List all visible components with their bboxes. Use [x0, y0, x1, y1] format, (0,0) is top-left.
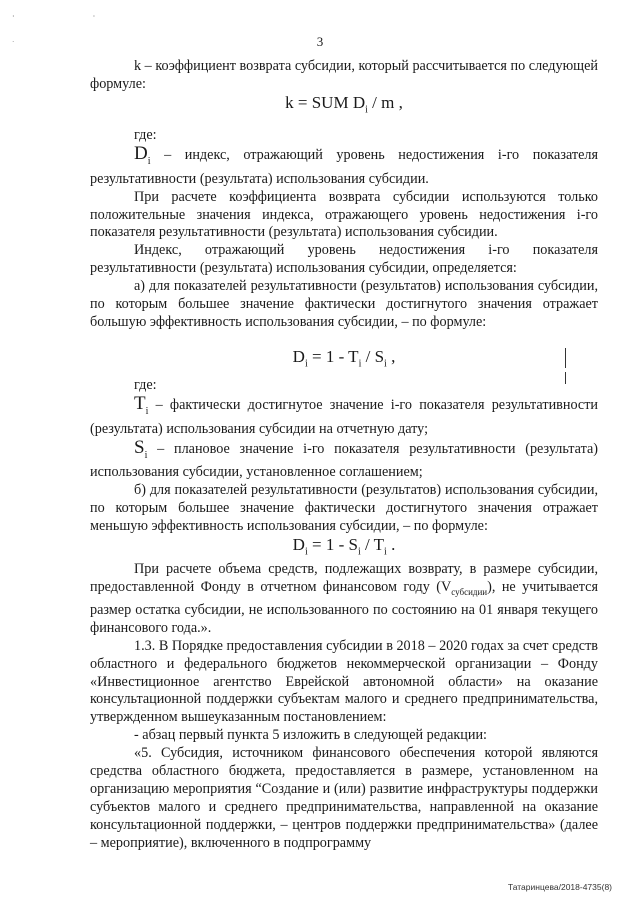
- scan-line-mark: [565, 348, 566, 368]
- volume-subscript: субсидии: [451, 587, 488, 598]
- volume-text-after: ), не учитывается размер остатка субсидии, не использованного по состоянию на 01 января текущего финансового года.».: [90, 579, 598, 636]
- formula-k-rhs: / m ,: [367, 92, 403, 112]
- f2-part1: D: [292, 346, 305, 366]
- formula-k: [90, 94, 598, 119]
- f3-part3: / T: [360, 535, 385, 555]
- si-definition-text: – плановое значение i-го показателя результативности (результата) использования субсидии, установленное соглашением;: [90, 440, 598, 481]
- symbol-di-sub: i: [147, 155, 151, 167]
- scan-marks: · ·: [12, 12, 110, 21]
- symbol-di: [134, 143, 151, 167]
- paragraph-di-definition: [90, 145, 598, 189]
- ti-definition-text: – фактически достигнутое значение i-го показателя результативности (результата) использования субсидии на отчетную дату;: [90, 397, 598, 437]
- paragraph-case-b: б) для показателей результативности (результатов) использования субсидии, по которым большее значение фактически достигнутого значения отражает меньшую эффективность использования субсидии, – по формуле:: [90, 482, 598, 535]
- symbol-si-sub: i: [144, 449, 148, 461]
- f3-sub1: i: [304, 546, 308, 558]
- paragraph-item-5: «5. Субсидия, источником финансового обеспечения которой являются средства областного бюджета, предоставляется в размере, установленном на организацию мероприятия “Создание и (или) развитие инфраструктуры поддержки субъектов малого и среднего предпринимательства, направленной на оказание консультационной поддержки, – центров поддержки предпринимательства» (далее – мероприятие), включенного в подпрограмму: [90, 745, 598, 851]
- symbol-si-letter: S: [134, 436, 145, 458]
- formula-di-b: [90, 536, 598, 561]
- di-definition-text: – индекс, отражающий уровень недостижения i-го показателя результативности (результата) использования субсидии.: [90, 147, 598, 187]
- paragraph-case-a: а) для показателей результативности (результатов) использования субсидии, по которым большее значение фактически достигнутого значения отражает большую эффективность использования субсидии, – по формуле:: [90, 278, 598, 330]
- symbol-si: [134, 436, 148, 461]
- f3-part2: = 1 - S: [307, 535, 358, 555]
- f2-part4: ,: [386, 346, 396, 366]
- where-label-2: где:: [134, 377, 157, 394]
- paragraph-index-definition: Индекс, отражающий уровень недостижения i-го показателя результативности (результата) использования субсидии, определяется:: [90, 242, 598, 277]
- formula-k-sub: i: [365, 104, 368, 116]
- f3-part1: D: [292, 535, 305, 555]
- page-number: 3: [316, 34, 324, 49]
- volume-text-before: При расчете объема средств, подлежащих возврату, в размере субсидии, предоставленной Фонду в отчетном финансовом году (V: [90, 561, 598, 596]
- scan-mark: ·: [12, 38, 15, 46]
- symbol-ti-sub: i: [145, 405, 149, 417]
- document-body: [90, 58, 598, 853]
- symbol-ti: [134, 393, 149, 417]
- paragraph-k-definition: k – коэффициент возврата субсидии, который рассчитывается по следующей формуле:: [90, 58, 598, 92]
- paragraph-ti-definition: [90, 395, 598, 439]
- f3-part4: .: [386, 535, 396, 555]
- symbol-ti-letter: T: [134, 393, 146, 415]
- formula-di-a: [90, 348, 598, 373]
- f2-part2: = 1 - T: [307, 346, 359, 366]
- document-footer-id: Татаринцева/2018-4735(8): [507, 882, 612, 892]
- paragraph-positive-values: При расчете коэффициента возврата субсидии используются только положительные значения индекса, отражающего уровень недостижения i-го показателя результативности (результата) использования субсидии.: [90, 188, 598, 241]
- paragraph-abzac: - абзац первый пункта 5 изложить в следующей редакции:: [134, 727, 487, 744]
- where-label: где:: [134, 127, 157, 144]
- paragraph-volume-return: [90, 561, 598, 637]
- f3-sub2: i: [357, 546, 361, 558]
- f2-sub2: i: [358, 358, 362, 370]
- paragraph-1-3: 1.3. В Порядке предоставления субсидии в 2018 – 2020 годах за счет средств областного и федерального бюджетов некоммерческой организации – Фонду «Инвестиционное агентство Еврейской автономной области» на оказание консультационной поддержки субъектам малого и среднего предпринимательства, утвержденном вышеуказанным постановлением:: [90, 637, 598, 726]
- f2-part3: / S: [361, 346, 385, 366]
- f2-sub1: i: [304, 358, 308, 370]
- symbol-di-letter: D: [134, 143, 148, 165]
- f3-sub3: i: [384, 546, 387, 558]
- paragraph-si-definition: [90, 436, 598, 483]
- f2-sub3: i: [384, 358, 387, 370]
- scan-line-mark-2: [565, 372, 566, 384]
- formula-k-lhs: k = SUM D: [285, 92, 366, 112]
